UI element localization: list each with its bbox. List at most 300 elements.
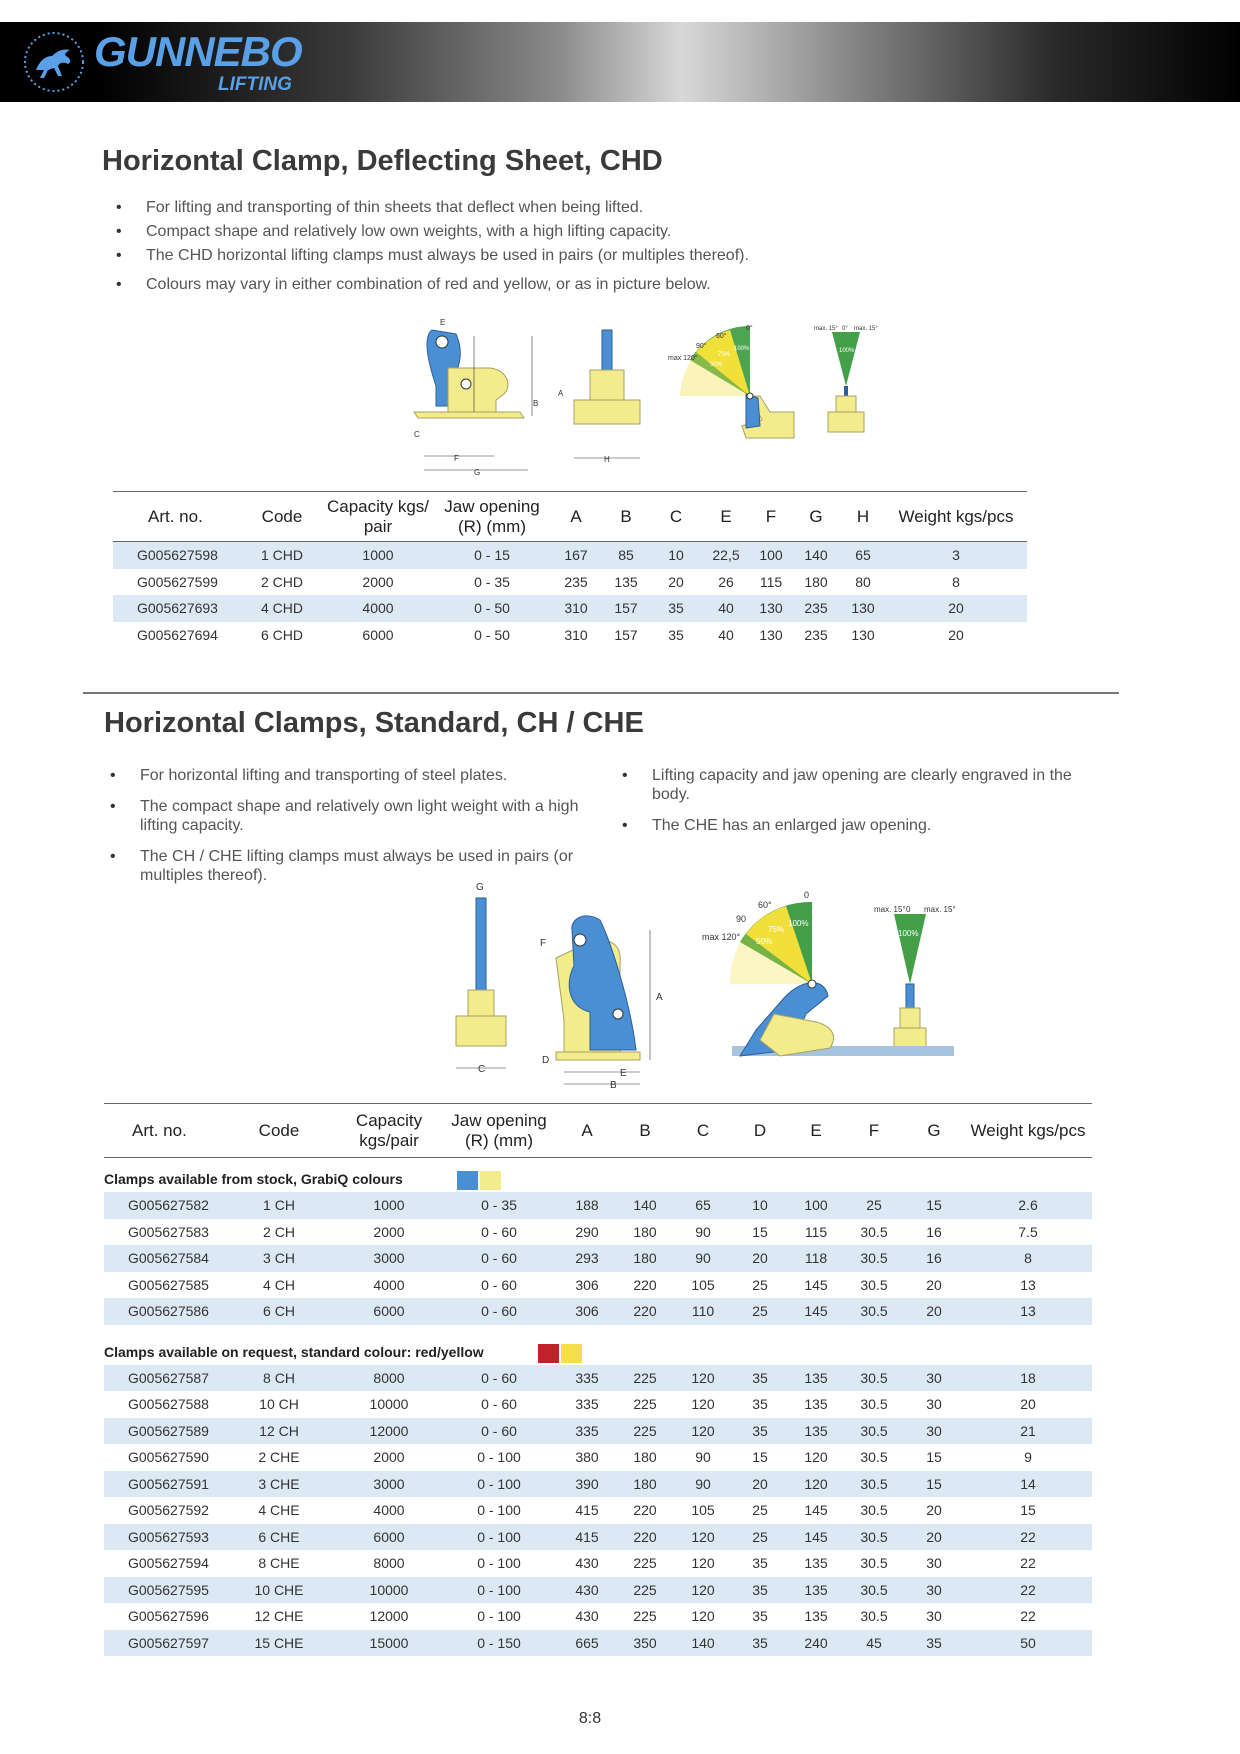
table-cell: 35 [752, 1608, 768, 1625]
table-cell: 14 [964, 1471, 1092, 1498]
header-banner [0, 22, 1240, 102]
table-cell: 145 [788, 1298, 844, 1325]
bullet: • Colours may vary in either combination of red and yellow, or as in picture below. [110, 275, 910, 294]
col-header: Art. no. [148, 506, 203, 526]
table-cell: 0 - 60 [440, 1418, 558, 1445]
table-row [104, 1577, 1092, 1604]
col-header: Capacity kgs/ pair [326, 496, 430, 536]
bullet: • The CHE has an enlarged jaw opening. [616, 816, 1086, 835]
table-cell: 20 [732, 1245, 788, 1272]
table-cell: 120 [674, 1524, 732, 1551]
table-cell: 120 [691, 1555, 715, 1572]
table-cell: 0 - 100 [477, 1608, 521, 1625]
table-cell: 145 [788, 1524, 844, 1551]
table-cell: 25 [752, 1276, 768, 1293]
table-cell: G005627597 [104, 1630, 220, 1657]
table-cell: 120 [691, 1608, 715, 1625]
table-cell: 3 CH [220, 1245, 338, 1272]
table-cell: 225 [633, 1396, 657, 1413]
table-cell: 290 [575, 1223, 599, 1240]
table-cell: 10 CH [259, 1396, 299, 1413]
table-cell: 0 - 35 [474, 573, 510, 590]
table-cell: 12 CH [220, 1418, 338, 1445]
table-cell: 120 [674, 1365, 732, 1392]
table-row [104, 1497, 1092, 1524]
table-cell: 65 [674, 1192, 732, 1219]
table-cell: 20 [904, 1298, 964, 1325]
table-cell: 1000 [323, 542, 433, 569]
table-cell: 335 [558, 1418, 616, 1445]
ch-clamp-diagram [440, 880, 960, 1094]
table-cell: G005627693 [113, 595, 241, 622]
angle-label-0: 0° [746, 325, 753, 332]
table-cell: 390 [558, 1471, 616, 1498]
pct-label-75: 75% [768, 925, 785, 934]
table-cell: 35 [732, 1365, 788, 1392]
table-cell: 35 [732, 1418, 788, 1445]
table-cell: G005627590 [128, 1449, 209, 1466]
table-cell: 180 [804, 573, 828, 590]
ch-side-view [540, 916, 663, 1091]
table-cell: 130 [851, 626, 875, 643]
table-cell: 1000 [338, 1192, 440, 1219]
dim-label-e: E [620, 1068, 627, 1079]
table-cell: G005627593 [104, 1524, 220, 1551]
table-cell: 90 [695, 1223, 711, 1240]
table-cell: 12 CHE [254, 1608, 304, 1625]
table-row [104, 1245, 1092, 1272]
dim-label-d: D [542, 1055, 550, 1066]
table-cell: 140 [616, 1192, 674, 1219]
table-cell: 118 [788, 1245, 844, 1272]
col-header: G [927, 1120, 941, 1140]
table-cell: 40 [718, 626, 734, 643]
pct-label-100: 100% [839, 348, 855, 354]
angle-label-max120: max 120° [702, 932, 741, 942]
table-cell: 35 [668, 626, 684, 643]
table-cell: 40 [701, 595, 751, 622]
table-cell: 35 [651, 595, 701, 622]
table-cell: 380 [575, 1449, 599, 1466]
pct-label-100: 100% [898, 929, 919, 938]
table-row [113, 569, 1027, 596]
table-cell: 13 [1020, 1276, 1036, 1293]
pct-label-75: 75% [718, 352, 731, 358]
table-cell: 135 [788, 1365, 844, 1392]
table-cell: 180 [616, 1471, 674, 1498]
table-cell: 15 [1020, 1502, 1036, 1519]
table-cell: 6000 [362, 626, 394, 643]
table-cell: 130 [759, 626, 783, 643]
table-cell: 180 [633, 1223, 657, 1240]
table-cell: 0 - 50 [474, 626, 510, 643]
table-cell: 0 - 60 [481, 1223, 517, 1240]
col-header: C [696, 1120, 710, 1140]
table-cell: 22 [964, 1524, 1092, 1551]
table-cell: 35 [904, 1630, 964, 1657]
table-cell: 0 - 60 [481, 1276, 517, 1293]
table-cell: 3 [885, 542, 1027, 569]
table-cell: 135 [804, 1555, 828, 1572]
chd-spec-table [113, 491, 1027, 648]
table-cell: 12000 [369, 1608, 409, 1625]
brand-name: GUNNEBO [94, 28, 302, 75]
col-header: Art. no. [132, 1120, 187, 1140]
table-cell: 225 [616, 1365, 674, 1392]
table-cell: 0 - 100 [477, 1449, 521, 1466]
table-cell: 335 [558, 1365, 616, 1392]
table-cell: 15000 [338, 1630, 440, 1657]
table-cell: 120 [674, 1577, 732, 1604]
ch-front-view [456, 882, 506, 1075]
table-cell: 15 [904, 1192, 964, 1219]
col-header: Code [258, 1120, 300, 1140]
table-cell: 30.5 [860, 1276, 888, 1293]
angle-label-60: 60° [758, 900, 772, 910]
group-header-row [104, 1158, 1092, 1193]
table-cell: 2 CHE [258, 1449, 300, 1466]
table-cell: 225 [616, 1418, 674, 1445]
page-number: 8:8 [578, 1710, 602, 1727]
table-cell: 415 [558, 1524, 616, 1551]
table-cell: 4000 [373, 1502, 405, 1519]
table-cell: 0 - 150 [440, 1630, 558, 1657]
table-cell: 240 [788, 1630, 844, 1657]
table-cell: 90 [674, 1245, 732, 1272]
table-cell: G005627694 [137, 626, 218, 643]
table-cell: 8 [952, 573, 960, 590]
table-cell: 110 [674, 1298, 732, 1325]
table-cell: G005627583 [128, 1223, 209, 1240]
table-cell: 30.5 [860, 1502, 888, 1519]
pct-label-100: 100% [788, 919, 809, 928]
table-cell: 180 [633, 1449, 657, 1466]
table-cell: 8 [964, 1245, 1092, 1272]
col-header: B [620, 506, 632, 526]
table-cell: 20 [668, 573, 684, 590]
table-cell: G005627584 [104, 1245, 220, 1272]
table-cell: 8 CH [220, 1365, 338, 1392]
table-cell: 3 CHE [220, 1471, 338, 1498]
table-cell: 293 [558, 1245, 616, 1272]
table-cell: 130 [751, 595, 791, 622]
table-cell: 35 [732, 1630, 788, 1657]
table-cell: 2000 [373, 1449, 405, 1466]
table-cell: 225 [616, 1577, 674, 1604]
col-header: D [753, 1120, 767, 1140]
dim-label-f: F [540, 938, 547, 949]
table-cell: 8 CHE [258, 1555, 300, 1572]
table-cell: 310 [564, 626, 588, 643]
table-cell: 235 [804, 626, 828, 643]
table-cell: 145 [804, 1502, 828, 1519]
table-cell: 115 [804, 1223, 828, 1240]
table-cell: 115 [759, 573, 783, 590]
table-cell: 25 [732, 1524, 788, 1551]
horse-logo-icon [22, 30, 86, 94]
bullet: • The compact shape and relatively own light weight with a high lifting capacity. [104, 797, 584, 835]
table-cell: 9 [1024, 1449, 1032, 1466]
chd-sling-view [814, 326, 878, 432]
col-header: A [570, 506, 582, 526]
table-cell: 225 [633, 1608, 657, 1625]
bullet: • Lifting capacity and jaw opening are clearly engraved in the body. [616, 766, 1086, 804]
table-cell: 30.5 [844, 1298, 904, 1325]
table-row [113, 595, 1027, 622]
table-cell: 30.5 [844, 1245, 904, 1272]
table-cell: 8000 [338, 1365, 440, 1392]
table-cell: 20 [926, 1276, 942, 1293]
table-cell: 20 [926, 1502, 942, 1519]
table-cell: 220 [633, 1502, 657, 1519]
sling-label-max15-right: max. 15° [854, 326, 878, 332]
dim-label-c: C [478, 1064, 486, 1075]
table-cell: G005627582 [104, 1192, 220, 1219]
colour-swatch [561, 1344, 582, 1363]
sling-label-max15-left: max. 15° [874, 905, 906, 914]
table-cell: 15 [926, 1449, 942, 1466]
table-cell: 120 [788, 1471, 844, 1498]
section1-title: Horizontal Clamp, Deflecting Sheet, CHD [102, 145, 663, 177]
table-cell: 6000 [338, 1524, 440, 1551]
table-cell: 135 [614, 573, 638, 590]
bullet: • For horizontal lifting and transporting of steel plates. [104, 766, 584, 785]
table-cell: 0 - 35 [440, 1192, 558, 1219]
chd-clamp-diagram [400, 316, 880, 480]
ch-table-body [104, 1158, 1092, 1657]
table-cell: 2.6 [964, 1192, 1092, 1219]
table-cell: 430 [575, 1608, 599, 1625]
table-cell: 30 [926, 1555, 942, 1572]
table-cell: 20 [885, 595, 1027, 622]
table-cell: 1 CHD [241, 542, 323, 569]
table-cell: 25 [844, 1192, 904, 1219]
chd-angle-view [668, 324, 794, 438]
table-cell: 220 [616, 1298, 674, 1325]
chd-front-view [558, 330, 640, 464]
table-cell: 135 [788, 1418, 844, 1445]
colour-swatch [538, 1344, 559, 1363]
table-cell: 30.5 [860, 1608, 888, 1625]
bullet: • The CHD horizontal lifting clamps must always be used in pairs (or multiples thereof). [110, 246, 910, 265]
sling-label-zero: 0 [906, 905, 911, 914]
table-cell: 10 CHE [220, 1577, 338, 1604]
table-cell: 145 [804, 1276, 828, 1293]
table-cell: 100 [788, 1192, 844, 1219]
table-cell: 4 CH [263, 1276, 295, 1293]
table-cell: 8000 [373, 1555, 405, 1572]
table-cell: 25 [752, 1502, 768, 1519]
table-cell: 135 [804, 1396, 828, 1413]
table-cell: 350 [616, 1630, 674, 1657]
table-cell: 4 CHD [241, 595, 323, 622]
table-cell: 30.5 [844, 1471, 904, 1498]
section2-bullets-right [616, 766, 1086, 835]
col-header: Weight kgs/pcs [970, 1120, 1086, 1140]
table-cell: 335 [575, 1396, 599, 1413]
table-cell: 30.5 [860, 1449, 888, 1466]
ch-spec-table [104, 1103, 1092, 1656]
table-cell: 22 [1020, 1555, 1036, 1572]
table-row [104, 1444, 1092, 1471]
table-cell: 30.5 [844, 1524, 904, 1551]
table-cell: 30 [904, 1577, 964, 1604]
table-row [104, 1418, 1092, 1445]
table-cell: G005627588 [128, 1396, 209, 1413]
angle-label-90: 90° [696, 343, 707, 350]
table-cell: 135 [804, 1608, 828, 1625]
col-header: E [720, 506, 732, 526]
table-cell: 12000 [338, 1418, 440, 1445]
table-cell: 188 [558, 1192, 616, 1219]
angle-label-60: 60° [716, 333, 727, 340]
col-header: Capacity kgs/pair [355, 1110, 423, 1150]
table-cell: 4 CHE [258, 1502, 300, 1519]
dim-label-g: G [474, 468, 481, 477]
chd-side-view [414, 318, 538, 477]
col-header: Jaw opening (R) (mm) [444, 496, 540, 536]
angle-label-max120: max 120° [668, 355, 698, 362]
pct-label-50: 50% [756, 937, 773, 946]
table-cell: 130 [841, 595, 885, 622]
table-cell: 0 - 100 [440, 1577, 558, 1604]
table-cell: 26 [718, 573, 734, 590]
table-header-row [104, 1104, 1092, 1158]
table-cell: 0 - 100 [477, 1502, 521, 1519]
table-cell: 15 [752, 1223, 768, 1240]
angle-label-90: 90 [736, 914, 747, 924]
table-header-row [113, 492, 1027, 542]
table-cell: G005627592 [128, 1502, 209, 1519]
table-cell: 100 [751, 542, 791, 569]
table-row [104, 1603, 1092, 1630]
dim-label-e: E [440, 318, 446, 327]
table-cell: 15 [904, 1471, 964, 1498]
table-cell: 30 [926, 1396, 942, 1413]
table-row [104, 1192, 1092, 1219]
table-row [104, 1471, 1092, 1498]
table-row [104, 1550, 1092, 1577]
table-cell: 30.5 [860, 1555, 888, 1572]
col-header: Code [261, 506, 303, 526]
table-row [104, 1298, 1092, 1325]
table-cell: G005627591 [104, 1471, 220, 1498]
dim-label-c: C [414, 430, 420, 439]
table-cell: 21 [964, 1418, 1092, 1445]
table-cell: 140 [674, 1630, 732, 1657]
table-cell: 0 - 50 [433, 595, 551, 622]
col-header: H [856, 506, 870, 526]
table-cell: 167 [551, 542, 601, 569]
table-cell: 6 CHE [220, 1524, 338, 1551]
table-cell: 30.5 [844, 1577, 904, 1604]
ch-angle-view [702, 890, 868, 1056]
table-cell: 0 - 15 [433, 542, 551, 569]
table-cell: 6000 [338, 1298, 440, 1325]
table-cell: 6 CHD [260, 626, 303, 643]
table-cell: 10000 [369, 1396, 409, 1413]
table-cell: 20 [904, 1524, 964, 1551]
table-cell: 15 [752, 1449, 768, 1466]
table-cell: 22 [1020, 1608, 1036, 1625]
group-label: Clamps available on request, standard colour: red/yellow [104, 1343, 484, 1360]
table-cell: 30.5 [844, 1418, 904, 1445]
table-cell: 0 - 60 [440, 1245, 558, 1272]
table-cell: 10 [732, 1192, 788, 1219]
group-label: Clamps available from stock, GrabiQ colours [104, 1171, 403, 1188]
section1-bullets [110, 198, 910, 294]
table-cell: 180 [616, 1245, 674, 1272]
ch-sling-view [868, 905, 956, 1056]
table-row [113, 542, 1027, 569]
table-cell: G005627599 [137, 573, 218, 590]
table-cell: 120 [804, 1449, 828, 1466]
table-cell: 6 CH [220, 1298, 338, 1325]
colour-swatch [480, 1171, 501, 1190]
table-cell: 7.5 [1018, 1223, 1038, 1240]
table-cell: 30 [926, 1608, 942, 1625]
dim-label-f: F [454, 454, 459, 463]
table-cell: 2000 [362, 573, 394, 590]
table-cell: 35 [752, 1396, 768, 1413]
table-cell: 1 CH [220, 1192, 338, 1219]
table-cell: 135 [788, 1577, 844, 1604]
table-cell: 140 [791, 542, 841, 569]
table-cell: 16 [926, 1223, 942, 1240]
table-cell: 90 [674, 1471, 732, 1498]
table-cell: G005627587 [104, 1365, 220, 1392]
table-cell: 22 [964, 1577, 1092, 1604]
pct-label-50: 50% [710, 362, 723, 368]
table-cell: 30 [904, 1418, 964, 1445]
dim-label-g: G [476, 882, 484, 893]
col-header: B [639, 1120, 651, 1140]
table-cell: 3000 [338, 1471, 440, 1498]
table-cell: 2 CHD [260, 573, 303, 590]
sling-label-max15-right: max. 15° [924, 905, 956, 914]
table-cell: 120 [691, 1396, 715, 1413]
pct-label-100: 100% [734, 346, 750, 352]
table-cell: 30.5 [860, 1223, 888, 1240]
brand-sub: LIFTING [218, 74, 292, 95]
col-header: F [765, 506, 777, 526]
col-header: A [581, 1120, 593, 1140]
dim-label-b: B [610, 1080, 617, 1091]
table-cell: 235 [791, 595, 841, 622]
table-cell: 20 [1020, 1396, 1036, 1413]
section2-title: Horizontal Clamps, Standard, CH / CHE [104, 707, 644, 739]
table-cell: 4000 [373, 1276, 405, 1293]
col-header: F [868, 1120, 880, 1140]
table-cell: 105 [691, 1276, 715, 1293]
table-row [104, 1272, 1092, 1299]
table-cell: 20 [732, 1471, 788, 1498]
table-cell: 16 [904, 1245, 964, 1272]
table-cell: 225 [633, 1555, 657, 1572]
table-cell: 80 [855, 573, 871, 590]
table-cell: 235 [564, 573, 588, 590]
section2-bullets-left [104, 766, 584, 885]
table-row [104, 1365, 1092, 1392]
table-cell: 30 [904, 1365, 964, 1392]
table-cell: 2000 [373, 1223, 405, 1240]
table-cell: 10 [651, 542, 701, 569]
table-cell: 13 [964, 1298, 1092, 1325]
angle-label-0: 0 [804, 890, 810, 900]
table-cell: 430 [575, 1555, 599, 1572]
table-cell: 665 [558, 1630, 616, 1657]
table-cell: 3000 [338, 1245, 440, 1272]
